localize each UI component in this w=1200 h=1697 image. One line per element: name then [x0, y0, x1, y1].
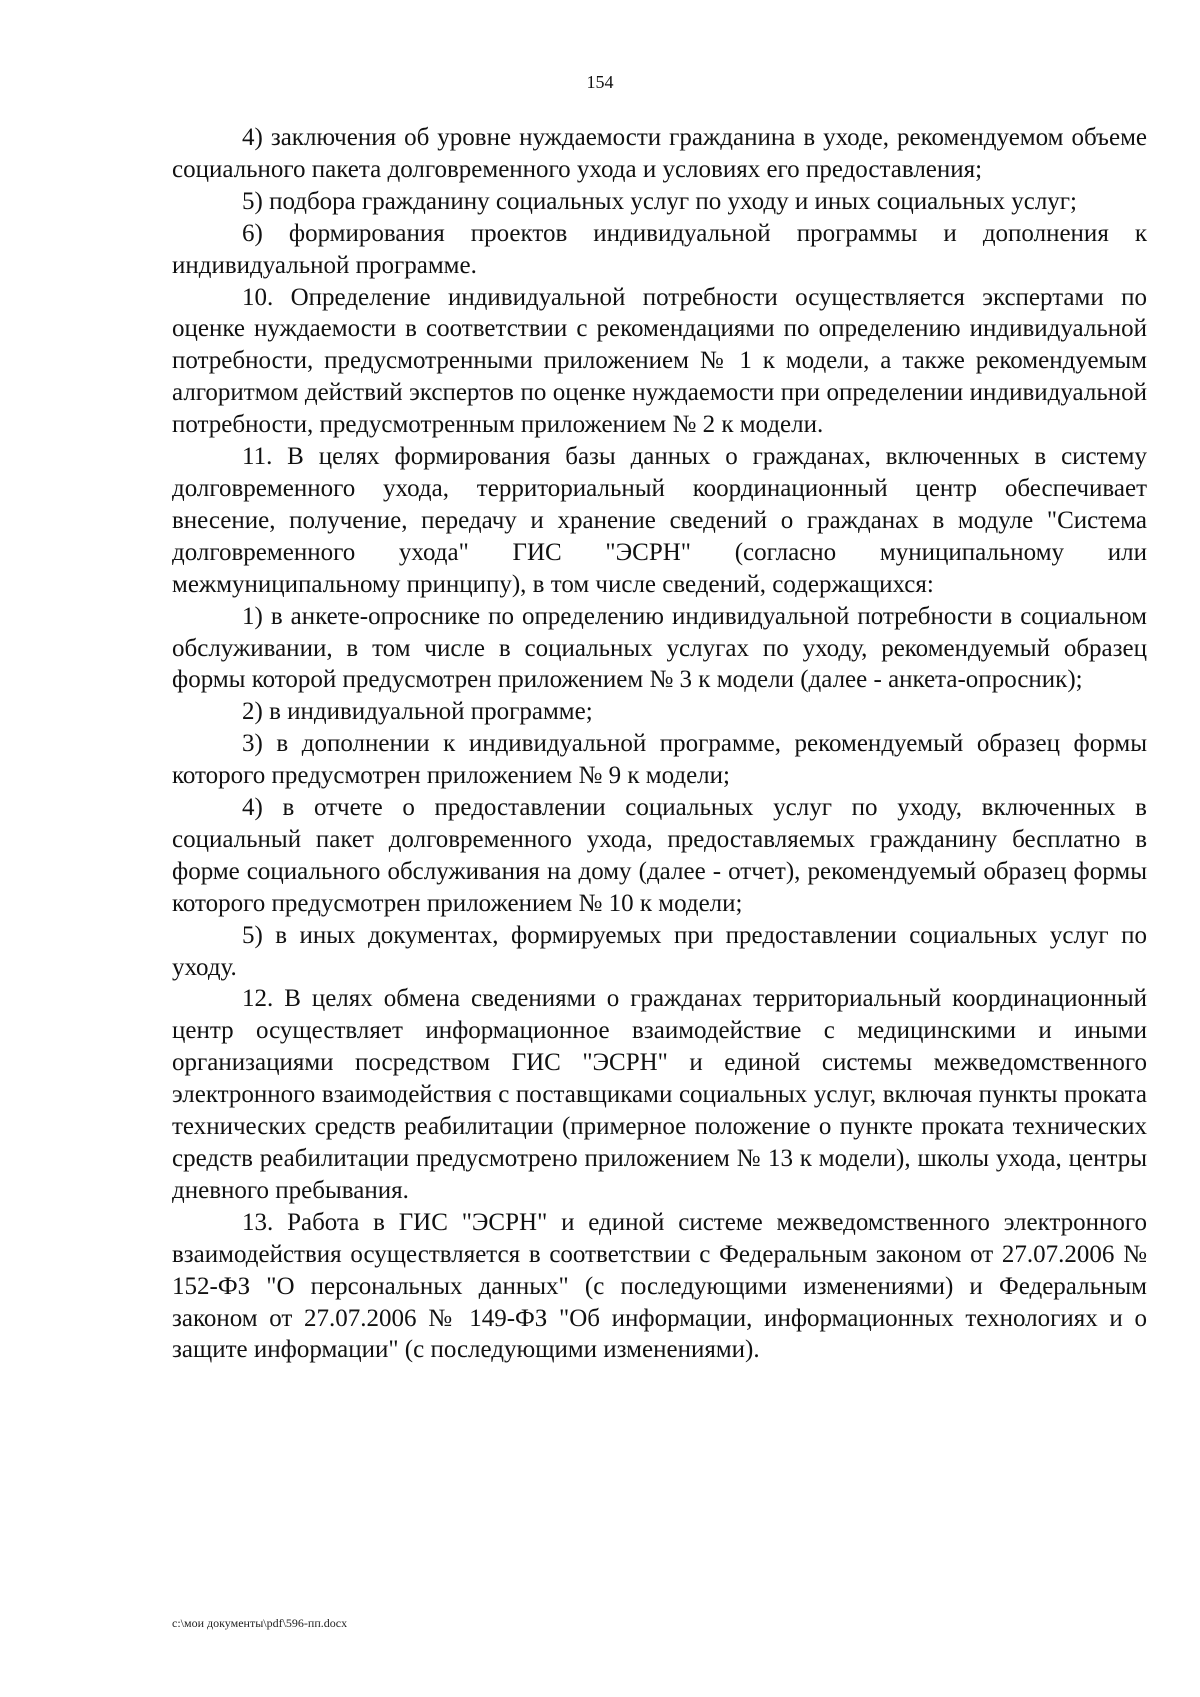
paragraph-11: 11. В целях формирования базы данных о гражданах, включенных в систему долговременного ухода, территориальный координационный центр обеспечивает внесение, получение, передачу и хранение сведений о гражданах в модуле "Система долговременного ухода" ГИС "ЭСРН" (согласно муниципальному или межмуниципальному принципу), в том числе сведений, содержащихся:	[172, 443, 1147, 598]
page-number: 154	[586, 72, 614, 92]
paragraph-13: 13. Работа в ГИС "ЭСРН" и единой системе межведомственного электронного взаимодействия осуществляется в соответствии с Федеральным законом от 27.07.2006 № 152-ФЗ "О персональных данных" (с последующими изменениями) и Федеральным законом от 27.07.2006 № 149-ФЗ "Об информации, информационных технологиях и о защите информации" (с последующими изменениями).	[172, 1208, 1147, 1364]
paragraph-10: 10. Определение индивидуальной потребности осуществляется экспертами по оценке нуждаемости в соответствии с рекомендациями по определению индивидуальной потребности, предусмотренными приложением № 1 к модели, а также рекомендуемым алгоритмом действий экспертов по оценке нуждаемости при определении индивидуальной потребности, предусмотренным приложением № 2 к модели.	[172, 283, 1147, 439]
list-item: 2) в индивидуальной программе;	[242, 698, 593, 726]
document-body	[172, 122, 1147, 1366]
list-item: 1) в анкете-опроснике по определению индивидуальной потребности в социальном обслуживании, в том числе в социальных услугах по уходу, рекомендуемый образец формы которой предусмотрен приложением № 3 к модели (далее - анкета-опросник);	[172, 602, 1147, 694]
list-item: 4) заключения об уровне нуждаемости гражданина в уходе, рекомендуемом объеме социального пакета долговременного ухода и условиях его предоставления;	[172, 124, 1147, 183]
footer-file-path: c:\мои документы\pdf\596-пп.docx	[172, 1616, 348, 1630]
list-item: 6) формирования проектов индивидуальной программы и дополнения к индивидуальной программе.	[172, 219, 1147, 279]
list-item: 4) в отчете о предоставлении социальных услуг по уходу, включенных в социальный пакет долговременного ухода, предоставляемых гражданину бесплатно в форме социального обслуживания на дому (далее - отчет), рекомендуемый образец формы которого предусмотрен приложением № 10 к модели;	[172, 794, 1147, 917]
list-item: 5) подбора гражданину социальных услуг по уходу и иных социальных услуг;	[242, 187, 1077, 215]
list-item: 5) в иных документах, формируемых при предоставлении социальных услуг по уходу.	[172, 921, 1147, 981]
paragraph-12: 12. В целях обмена сведениями о гражданах территориальный координационный центр осуществляет информационное взаимодействие с медицинскими и иными организациями посредством ГИС "ЭСРН" и единой системы межведомственного электронного взаимодействия с поставщиками социальных услуг, включая пункты проката технических средств реабилитации (примерное положение о пункте проката технических средств реабилитации предусмотрено приложением № 13 к модели), школы ухода, центры дневного пребывания.	[172, 985, 1147, 1204]
list-item: 3) в дополнении к индивидуальной программе, рекомендуемый образец формы которого предусмотрен приложением № 9 к модели;	[172, 730, 1147, 790]
